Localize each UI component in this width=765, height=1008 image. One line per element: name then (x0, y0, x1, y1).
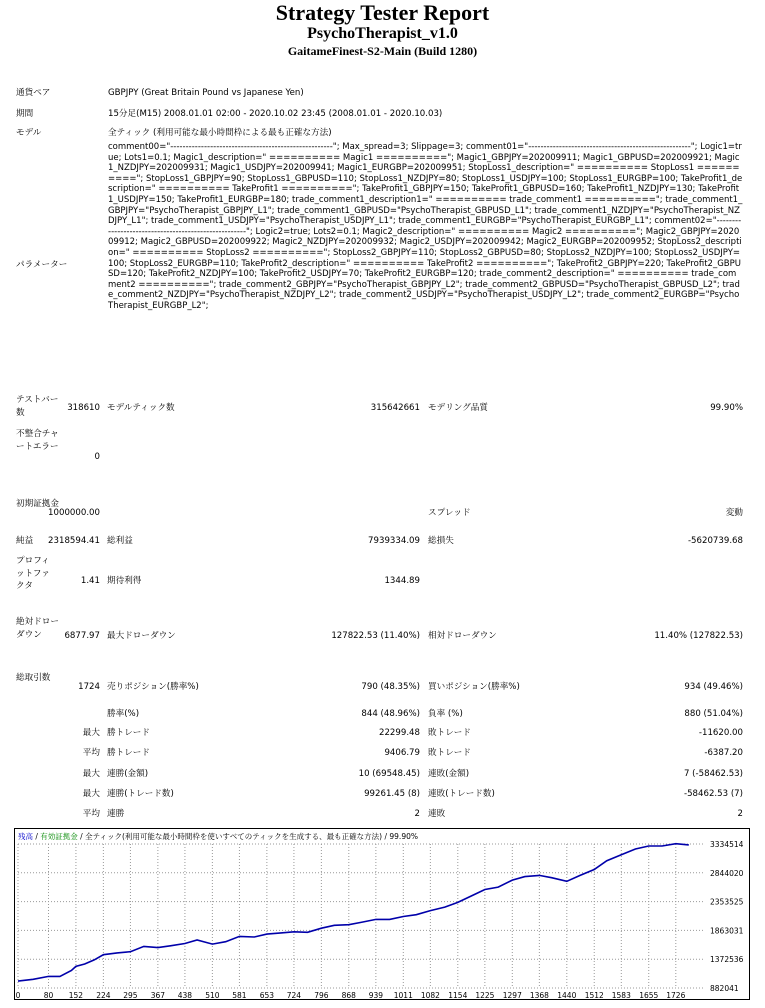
x-tick-label: 1225 (475, 991, 495, 1000)
avg-prefix: 平均 (82, 748, 100, 758)
x-tick-label: 510 (205, 991, 220, 1000)
x-tick-label: 1655 (639, 991, 659, 1000)
total-label: 総取引数 (16, 673, 51, 683)
avg-loss-label: 敗トレード (428, 748, 471, 758)
pf-label: プロフィットファクタ (16, 556, 50, 591)
model-value: 全ティック (利用可能な最小時間枠による最も正確な方法) (108, 128, 332, 138)
x-tick-label: 1726 (666, 991, 686, 1000)
largest-loss-value: -11620.00 (698, 728, 743, 738)
pf-value: 1.41 (80, 576, 100, 586)
x-tick-label: 1154 (448, 991, 468, 1000)
avg-win-value: 9406.79 (384, 748, 420, 758)
expected-value: 1344.89 (384, 576, 420, 586)
spread-value: 変動 (725, 508, 743, 518)
params-label: パラメーター (16, 260, 68, 270)
largest-win-value: 22299.48 (378, 728, 420, 738)
x-tick-label: 724 (286, 991, 302, 1000)
pair-value: GBPJPY (Great Britain Pound vs Japanese Yen) (108, 88, 304, 98)
x-tick-label: 653 (259, 991, 275, 1000)
y-tick-label: 1372536 (710, 955, 744, 965)
short-label: 売りポジション(勝率%) (107, 682, 199, 692)
abs-dd-label: 絶対ドローダウン (16, 617, 59, 640)
max-prefix: 最大 (82, 789, 100, 799)
spread-label: スプレッド (428, 508, 471, 518)
cons-win-cnt-label: 連勝(トレード数) (107, 789, 174, 799)
y-tick-label: 2353525 (710, 897, 744, 907)
x-tick-label: 80 (43, 991, 54, 1000)
rel-dd-value: 11.40% (127822.53) (654, 631, 743, 641)
period-label: 期間 (16, 109, 34, 119)
long-label: 買いポジション(勝率%) (428, 682, 520, 692)
avg-cons-loss-label: 連敗 (428, 809, 446, 819)
x-tick-label: 1440 (557, 991, 577, 1000)
max-dd-label: 最大ドローダウン (107, 631, 176, 641)
x-tick-label: 1368 (529, 991, 549, 1000)
y-tick-label: 882041 (710, 984, 739, 993)
net-value: 2318594.41 (48, 536, 100, 546)
cons-loss-amt-value: 7 (-58462.53) (683, 769, 743, 779)
svg-text:残高 / 有効証拠金 / 全ティック(利用可能な最小時間枠を (18, 831, 418, 841)
model-label: モデル (16, 128, 42, 138)
total-value: 1724 (78, 682, 100, 692)
max-prefix: 最大 (82, 769, 100, 779)
ticks-value: 315642661 (370, 403, 420, 413)
gross-profit-label: 総利益 (107, 536, 133, 546)
cons-win-cnt-value: 99261.45 (8) (364, 789, 420, 799)
x-tick-label: 581 (232, 991, 247, 1000)
gross-loss-value: -5620739.68 (687, 536, 743, 546)
bars-label: テストバー数 (16, 395, 59, 418)
max-dd-value: 127822.53 (11.40%) (331, 631, 420, 641)
x-tick-label: 1512 (584, 991, 604, 1000)
legend-lots: 有効証拠金 (40, 832, 78, 841)
x-tick-label: 868 (341, 991, 356, 1000)
lossrate-value: 880 (51.04%) (684, 709, 743, 719)
cons-loss-cnt-value: -58462.53 (7) (683, 789, 743, 799)
avg-win-label: 勝トレード (107, 748, 150, 758)
deposit-label: 初期証拠金 (16, 499, 59, 509)
report-title: Strategy Tester Report (275, 0, 490, 25)
avg-cons-win-value: 2 (414, 809, 420, 819)
avg-cons-loss-value: 2 (737, 809, 743, 819)
balance-chart (14, 828, 750, 1000)
x-tick-label: 295 (123, 991, 138, 1000)
max-prefix: 最大 (82, 728, 100, 738)
ea-name: PsychoTherapist_v1.0 (307, 25, 458, 42)
avg-cons-win-label: 連勝 (107, 809, 125, 819)
server-build: GaitameFinest-S2-Main (Build 1280) (287, 44, 478, 58)
x-tick-label: 796 (314, 991, 329, 1000)
expected-label: 期待利得 (107, 576, 142, 586)
params-value: comment00="-----------------------------------------------------"; Max_spread=3; Slippage=3; comment01="-----------------------------------------------------"; Logic1=true; Lots1=0.1; Magic1_description=" ========== Magic1 =========="; Magic1_GBPJPY=202009911; Magic1_GBPUSD=202009921; Magic1_NZDJPY=202009931; Magic1_USDJPY=202009941; Magic1_EURGBP=202009951; StopLoss1_description=" ========== StopLoss1 =========="; StopLoss1_GBPJPY=90; StopLoss1_GBPUSD=110; StopLoss1_NZDJPY=80; StopLoss1_USDJPY=100; StopLoss1_EURGBP=100; TakeProfit1_description=" ========== TakeProfit1 =========="; TakeProfit1_GBPJPY=150; TakeProfit1_GBPUSD=160; TakeProfit1_NZDJPY=130; TakeProfit1_USDJPY=150; TakeProfit1_EURGBP=180; trade_comment1_description1=" ========== trade_comment1 =========="; trade_comment1_GBPJPY="PsychoTherapist_GBPJPY_L1"; trade_comment1_GBPUSD="PsychoTherapist_GBPUSD_L1"; trade_comment1_NZDJPY="PsychoTherapist_NZDJPY_L1"; trade_comment1_USDJPY="PsychoTherapist_USDJPY_L1"; trade_comment1_EURGBP="PsychoTherapist_EURGBP_L1"; comment02="-----------------------------------------------------"; Logic2=true; Lots2=0.1; Magic2_description=" ========== Magic2 =========="; Magic2_GBPJPY=202009912; Magic2_GBPUSD=202009922; Magic2_NZDJPY=202009932; Magic2_USDJPY=202009942; Magic2_EURGBP=202009952; StopLoss2_description=" ========== StopLoss2 =========="; StopLoss2_GBPJPY=110; StopLoss2_GBPUSD=80; StopLoss2_NZDJPY=100; StopLoss2_USDJPY=100; StopLoss2_EURGBP=110; TakeProfit2_description=" ========== TakeProfit2 =========="; TakeProfit2_GBPJPY=220; TakeProfit2_GBPUSD=120; TakeProfit2_NZDJPY=100; TakeProfit2_USDJPY=70; TakeProfit2_EURGBP=120; trade_comment2_description=" ========== trade_comment2 =========="; trade_comment2_GBPJPY="PsychoTherapist_GBPJPY_L2"; trade_comment2_GBPUSD="PsychoTherapist_GBPUSD_L2"; trade_comment2_NZDJPY="PsychoTherapist_NZDJPY_L2"; trade_comment2_USDJPY="PsychoTherapist_USDJPY_L2"; trade_comment2_EURGBP="PsychoTherapist_EURGBP_L2"; (108, 142, 743, 311)
winrate-label: 勝率(%) (107, 709, 140, 719)
deposit-value: 1000000.00 (48, 508, 100, 518)
cons-win-amt-value: 10 (69548.45) (358, 769, 420, 779)
rel-dd-label: 相対ドローダウン (428, 631, 497, 641)
long-value: 934 (49.46%) (684, 682, 743, 692)
gross-loss-label: 総損失 (428, 536, 454, 546)
x-tick-label: 438 (177, 991, 193, 1000)
x-tick-label: 1011 (393, 991, 413, 1000)
quality-label: モデリング品質 (428, 403, 488, 413)
y-tick-label: 2844020 (710, 868, 744, 878)
legend-balance: 残高 (18, 832, 33, 841)
legend-sep: / (33, 832, 41, 841)
x-tick-label: 152 (68, 991, 84, 1000)
lossrate-label: 負率 (%) (428, 709, 463, 719)
period-value: 15分足(M15) 2008.01.01 02:00 - 2020.10.02 23:45 (2008.01.01 - 2020.10.03) (108, 109, 443, 119)
x-tick-label: 1082 (420, 991, 440, 1000)
winrate-value: 844 (48.96%) (361, 709, 420, 719)
largest-loss-label: 敗トレード (428, 728, 471, 738)
x-tick-label: 224 (96, 991, 111, 1000)
cons-loss-cnt-label: 連敗(トレード数) (428, 789, 495, 799)
pair-label: 通貨ペア (16, 88, 51, 98)
x-tick-label: 367 (150, 991, 166, 1000)
quality-value: 99.90% (710, 403, 743, 413)
cons-win-amt-label: 連勝(金額) (107, 769, 149, 779)
x-tick-label: 1583 (611, 991, 631, 1000)
net-label: 純益 (16, 536, 34, 546)
gross-profit-value: 7939334.09 (368, 536, 420, 546)
short-value: 790 (48.35%) (361, 682, 420, 692)
ticks-label: モデルティック数 (107, 403, 175, 413)
x-tick-label: 0 (15, 991, 21, 1000)
y-tick-label: 1863031 (710, 926, 744, 936)
mismatch-value: 0 (94, 452, 100, 462)
avg-prefix: 平均 (82, 809, 100, 819)
x-tick-label: 939 (368, 991, 384, 1000)
legend-sep: / (77, 832, 86, 841)
bars-value: 318610 (67, 403, 100, 413)
largest-win-label: 勝トレード (107, 728, 150, 738)
y-tick-label: 3334514 (710, 840, 744, 849)
legend-model: 全ティック(利用可能な最小時間枠を使いすべてのティックを生成する、最も正確な方法) / 99.90% (85, 832, 418, 841)
mismatch-label: 不整合チャートエラー (16, 429, 59, 452)
abs-dd-value: 6877.97 (64, 631, 100, 641)
cons-loss-amt-label: 連敗(金額) (428, 769, 470, 779)
avg-loss-value: -6387.20 (704, 748, 743, 758)
x-tick-label: 1297 (502, 991, 522, 1000)
